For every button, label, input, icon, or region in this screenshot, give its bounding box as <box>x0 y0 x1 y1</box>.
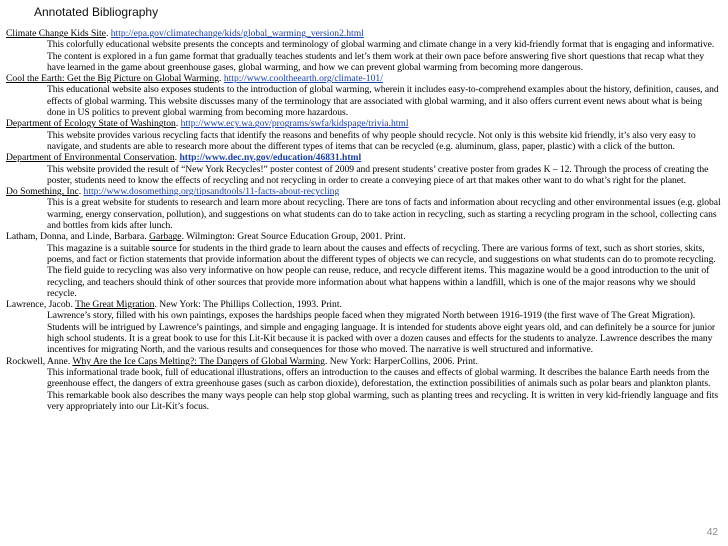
authors: Lawrence, Jacob. <box>6 299 76 311</box>
authors: Rockwell, Anne. <box>6 355 73 367</box>
annotation: This website provided the result of “New York Recycles!” poster contest of 2009 and present students’ creative poster from grades K – 12. Through the process of creating the poster, students need to know the effects of recycling and not recycling in order to create a conveying piece of art that makes other want to do what’s right for the planet. <box>47 163 709 186</box>
citation <box>6 356 722 367</box>
bibliography-entry <box>6 231 722 299</box>
publication-info: . New York: The Phillips Collection, 1993. Print. <box>154 299 342 311</box>
bibliography-entry <box>6 73 722 118</box>
publication-info: . New York: HarperCollins, 2006. Print. <box>324 355 478 367</box>
annotation: This is a great website for students to research and learn more about recycling. There are tons of facts and information about recycling and other environmental issues (e.g. global warming, energy conservation, pollution), and suggestions on what students can do to take action in recycling, such as starting a recycling program in the school, collecting cans and bottles from kids after lunch. <box>47 197 721 232</box>
source-link[interactable]: http://www.dec.ny.gov/education/46831.html <box>179 152 362 164</box>
bibliography-entries <box>6 28 722 412</box>
bibliography-entry <box>6 152 722 186</box>
annotation: Lawrence’s story, filled with his own paintings, exposes the hardships people faced when they migrated North between 1916-1919 (the first wave of The Great Migration). Students will be intrigued by Lawrence’s paintings, and simple and engaging language. It is intended for students above eight years old, and can definitely be a source for junior high school students. It is a great book to use for this Lit-Kit because it is packed with over a dozen causes and effects for the students to analyze. Lawrence describes the many incentives for migrating North, and the various results and consequences for those who moved. The narrative is well structured and informative. <box>47 310 716 356</box>
source-link[interactable]: http://www.dosomething.org/tipsandtools/11-facts-about-recycling <box>83 186 340 198</box>
citation: Department of Ecology State of Washington. http://www.ecy.wa.gov/programs/swfa/kidspage/trivia.html <box>6 118 409 130</box>
annotation: This magazine is a suitable source for students in the third grade to learn about the causes and effects of recycling. There are various forms of text, such as short stories, skits, poems, and fact or fiction statements that provide information about the different types of objects we can recycle, and suggestions on what students can do to promote recycling. The field guide to recycling was also very informative on how people can reuse, reduce, and recycle different items. This magazine would be a good introduction to the unit of recycling, and teachers should think of other sources that provide more information about what happens within a landfill, which is one of the major reasons why we should recycle. <box>47 242 716 299</box>
citation <box>6 231 722 242</box>
source-title: Climate Change Kids Site <box>6 28 106 39</box>
annotation: This colorfully educational website presents the concepts and terminology of global warming and climate change in a very kid-friendly format that is engaging and informative. The content is explored in a fun game format that gradually teaches students and let’s them work at their own pace before answering five short questions that recap what they have learned in the game about greenhouse gases, global warming, and how we can prevent global warming from becoming more dangerous. <box>47 39 715 73</box>
book-title: Garbage <box>149 231 182 243</box>
citation: Department of Environmental Conservation. http://www.dec.ny.gov/education/46831.html <box>6 152 362 164</box>
bibliography-entry <box>6 186 722 231</box>
bibliography-entry <box>6 118 722 152</box>
source-link[interactable]: http://www.cooltheearth.org/climate-101/ <box>223 73 383 85</box>
page-title: Annotated Bibliography <box>34 5 159 19</box>
bibliography-entry <box>6 356 722 412</box>
citation <box>6 299 722 310</box>
book-title: The Great Migration <box>75 299 155 311</box>
citation: Cool the Earth: Get the Big Picture on Global Warming. http://www.cooltheearth.org/climate-101/ <box>6 73 383 85</box>
source-title: Do Something, Inc <box>6 186 79 198</box>
source-title: Cool the Earth: Get the Big Picture on Global Warming <box>6 73 220 85</box>
publication-info: . Wilmington: Great Source Education Group, 2001. Print. <box>181 231 406 243</box>
source-link[interactable]: http://epa.gov/climatechange/kids/global_warming_version2.html <box>110 28 364 39</box>
source-title: Department of Ecology State of Washington <box>6 118 176 130</box>
citation: Climate Change Kids Site. http://epa.gov/climatechange/kids/global_warming_version2.html <box>6 28 364 39</box>
source-link[interactable]: http://www.ecy.wa.gov/programs/swfa/kidspage/trivia.html <box>180 118 409 130</box>
annotation: This informational trade book, full of educational illustrations, offers an introduction to the causes and effects of global warming. It describes the balance Earth needs from the greenhouse effect, the dangers of extra greenhouse gases (such as carbon dioxide), deforestation, the extinction possibilities of animals such as polar bears and plankton plants. This remarkable book also describes the many ways people can help stop global warming, such as planting trees and recycling. It is written in very kid-friendly language and fits very appropriately into our Lit-Kit’s focus. <box>47 366 719 412</box>
citation: Do Something, Inc. http://www.dosomething.org/tipsandtools/11-facts-about-recycling <box>6 186 340 198</box>
bibliography-entry <box>6 299 722 355</box>
annotation: This educational website also exposes students to the introduction of global warming, wherein it includes easy-to-comprehend examples about the history, definition, causes, and effects of global warming. This website discusses many of the terminology that are associated with global warming, and it also offers current event news about what is being done in US politics to prevent global warming from becoming more hazardous. <box>47 84 719 119</box>
book-title: Why Are the Ice Caps Melting?: The Dangers of Global Warming <box>72 355 325 367</box>
source-title: Department of Environmental Conservation <box>6 152 175 164</box>
page-number: 42 <box>706 527 718 538</box>
bibliography-entry <box>6 28 722 73</box>
annotation: This website provides various recycling facts that identify the reasons and benefits of why people should recycle. Not only is this website kid friendly, it’s also very easy to navigate, and students are able to research more about the different types of items that can be recycled (e.g. aluminum, glass, paper, plastic) with a click of the button. <box>47 129 696 152</box>
authors: Latham, Donna, and Linde, Barbara. <box>6 231 150 243</box>
